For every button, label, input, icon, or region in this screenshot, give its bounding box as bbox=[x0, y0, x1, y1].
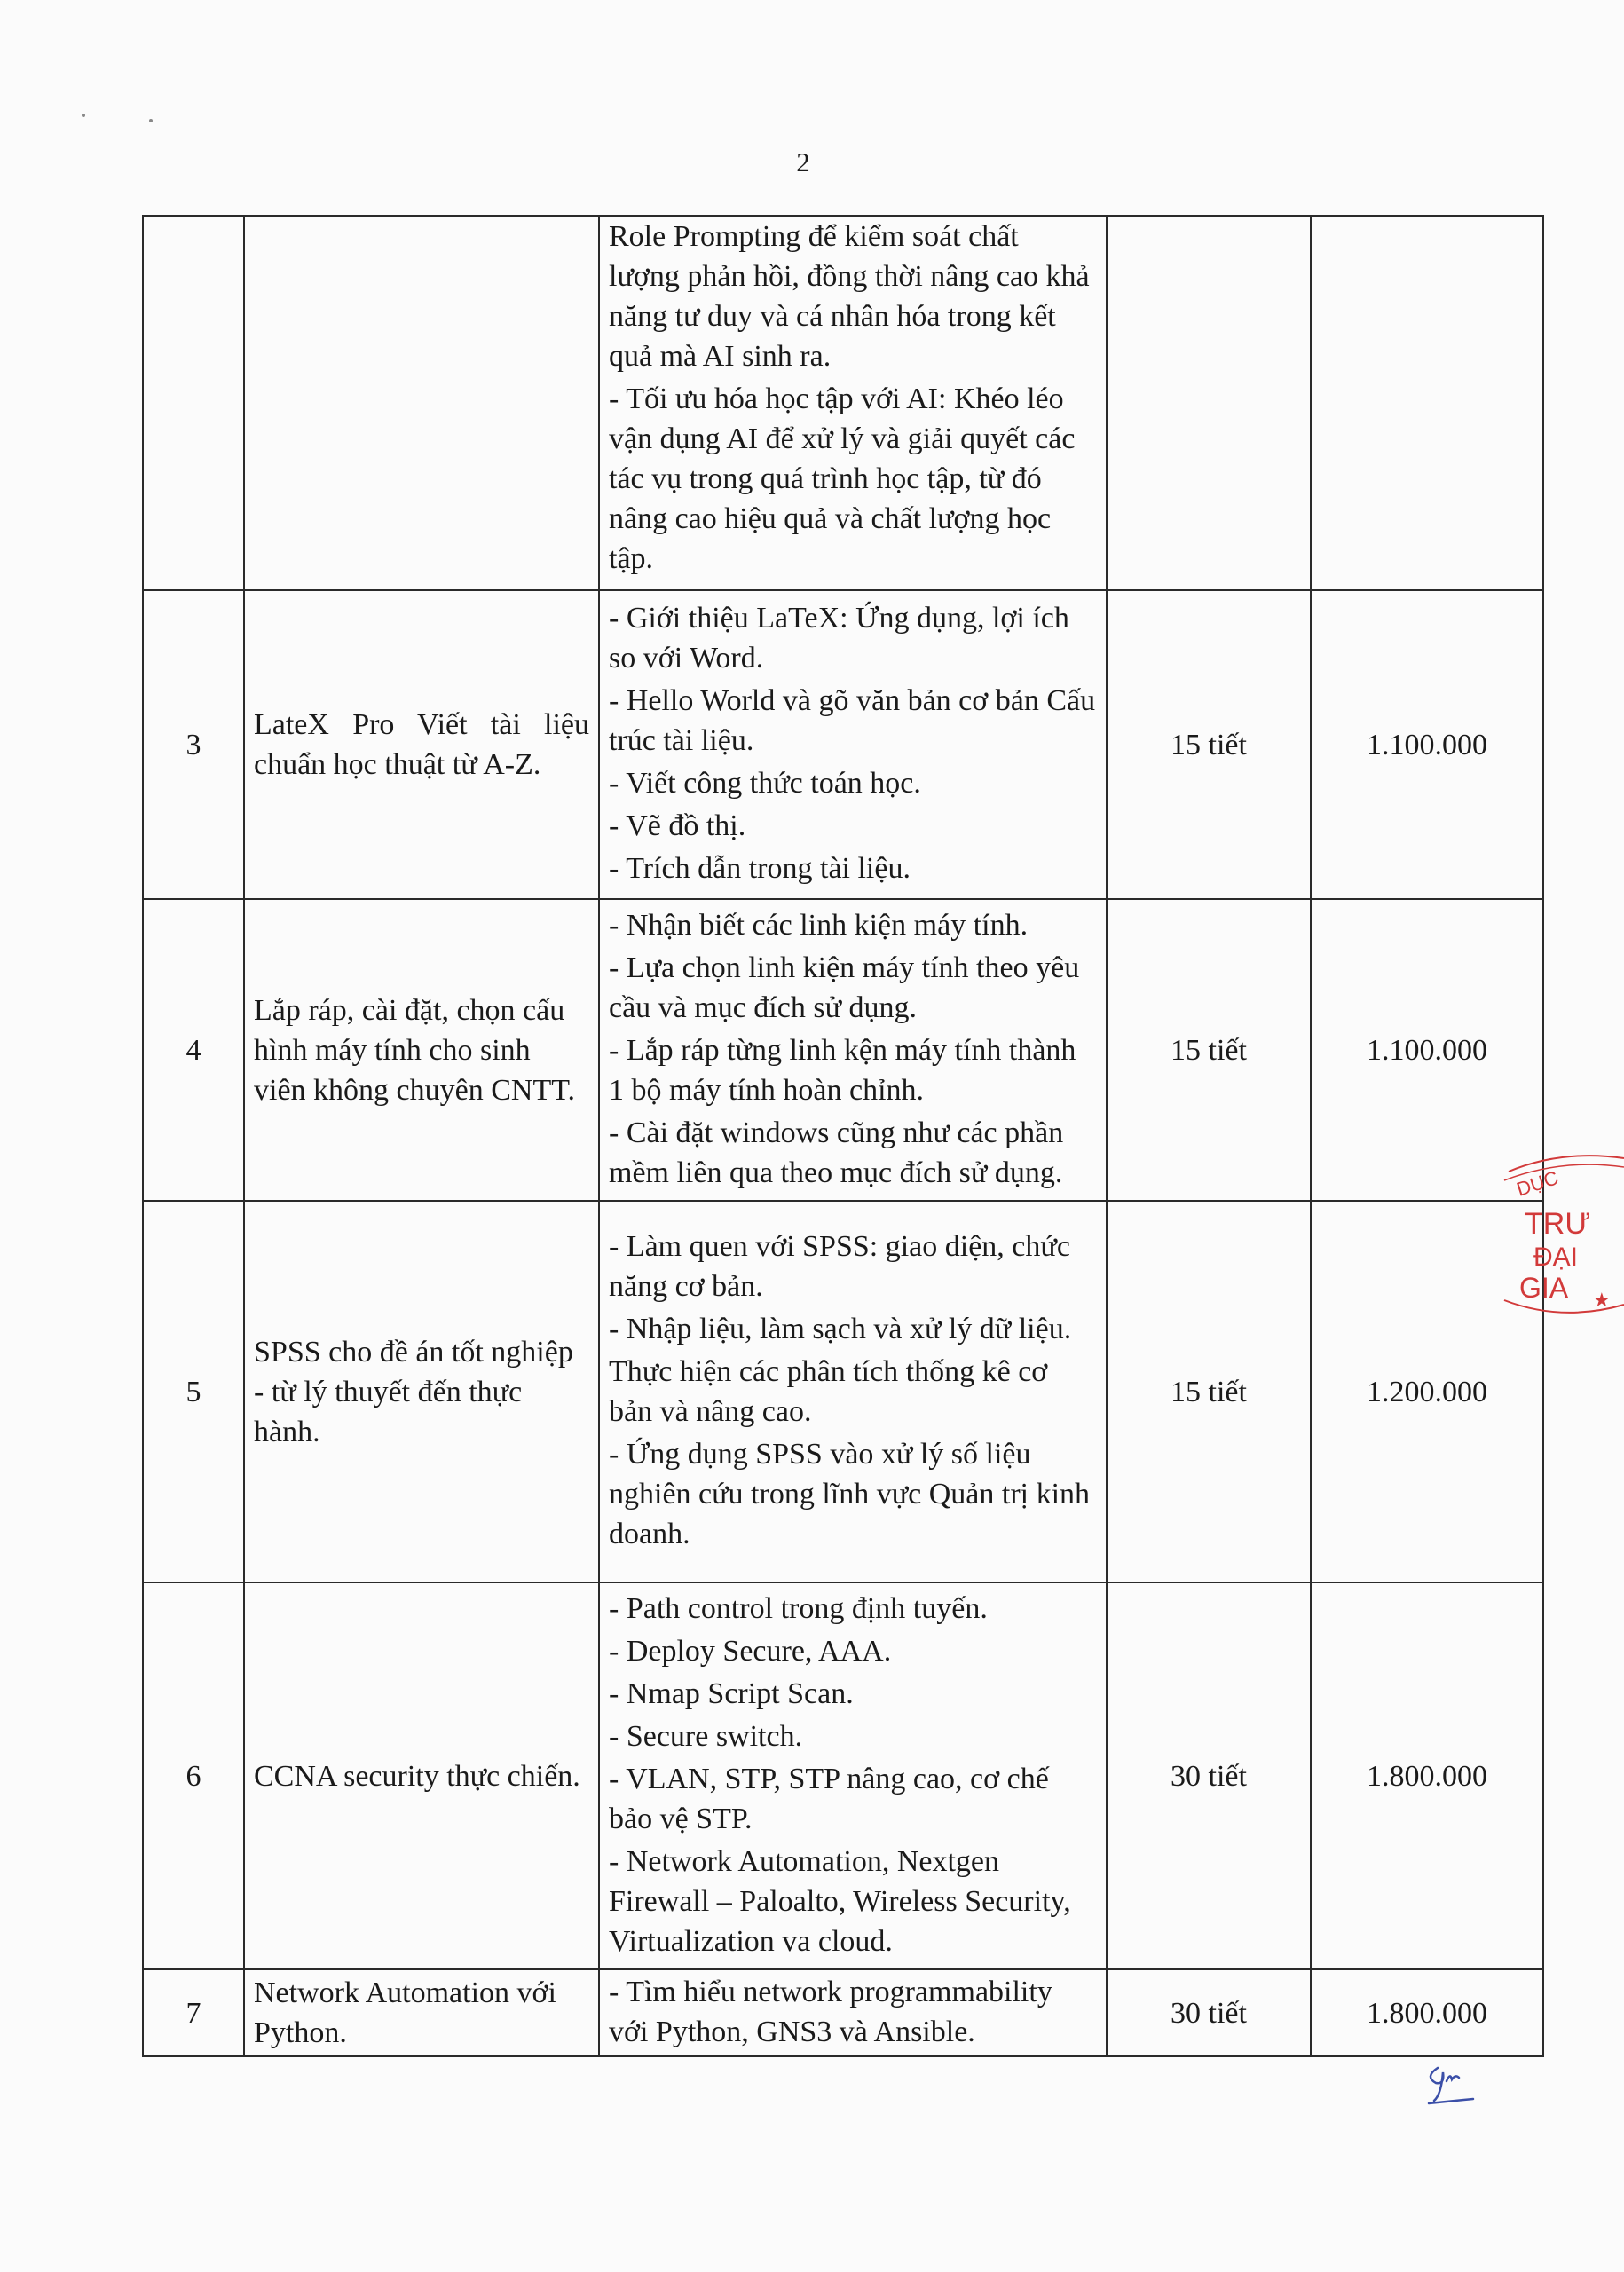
hours-value: 15 tiết bbox=[1171, 1033, 1247, 1067]
content-item: - Tìm hiểu network programmability với Python, GNS3 và Ansible. bbox=[609, 1975, 1052, 2048]
course-name-text: CCNA security thực chiến. bbox=[254, 1759, 580, 1793]
cell-content bbox=[599, 1201, 1107, 1582]
fee-value: 1.200.000 bbox=[1367, 1375, 1487, 1408]
cell-course-name bbox=[244, 899, 599, 1201]
stt-value: 4 bbox=[185, 1033, 201, 1067]
stamp-text-line3: GIA bbox=[1519, 1272, 1569, 1304]
cell-hours bbox=[1107, 1969, 1311, 2056]
table-row bbox=[143, 1969, 1543, 2056]
cell-stt bbox=[143, 590, 244, 899]
content-item: - Hello World và gõ văn bản cơ bản Cấu trúc tài liệu. bbox=[609, 684, 1096, 757]
content-item: - Lựa chọn linh kiện máy tính theo yêu cầu và mục đích sử dụng. bbox=[609, 951, 1080, 1024]
cell-hours bbox=[1107, 1582, 1311, 1969]
course-name-text: Lắp ráp, cài đặt, chọn cấu hình máy tính cho sinh viên không chuyên CNTT. bbox=[254, 993, 575, 1107]
cell-fee bbox=[1311, 590, 1543, 899]
cell-hours bbox=[1107, 590, 1311, 899]
cell-content bbox=[599, 1969, 1107, 2056]
scan-speck bbox=[82, 114, 85, 117]
table-row bbox=[143, 216, 1543, 590]
fee-value: 1.100.000 bbox=[1367, 728, 1487, 761]
cell-hours bbox=[1107, 1201, 1311, 1582]
cell-course-name bbox=[244, 1582, 599, 1969]
hours-value: 30 tiết bbox=[1171, 1996, 1247, 2030]
course-table-body bbox=[143, 216, 1543, 2056]
table-row bbox=[143, 1582, 1543, 1969]
content-item: - Nhập liệu, làm sạch và xử lý dữ liệu. bbox=[609, 1313, 1072, 1345]
cell-fee bbox=[1311, 216, 1543, 590]
hours-value: 15 tiết bbox=[1171, 728, 1247, 761]
content-item: - Path control trong định tuyến. bbox=[609, 1591, 988, 1625]
content-item: - Secure switch. bbox=[609, 1719, 803, 1753]
cell-hours bbox=[1107, 899, 1311, 1201]
stt-value: 5 bbox=[185, 1375, 201, 1408]
content-item: - Làm quen với SPSS: giao diện, chức năng cơ bản. bbox=[609, 1230, 1070, 1303]
cell-content bbox=[599, 1582, 1107, 1969]
fee-value: 1.100.000 bbox=[1367, 1033, 1487, 1067]
cell-stt bbox=[143, 899, 244, 1201]
content-item: Role Prompting để kiểm soát chất lượng phản hồi, đồng thời nâng cao khả năng tư duy và cá nhân hóa trong kết quả mà AI sinh ra. bbox=[609, 220, 1090, 373]
cell-course-name bbox=[244, 216, 599, 590]
content-item: - Nhận biết các linh kiện máy tính. bbox=[609, 908, 1029, 942]
stamp-text-top: DỤC bbox=[1513, 1166, 1561, 1201]
cell-stt bbox=[143, 1582, 244, 1969]
table-row bbox=[143, 1201, 1543, 1582]
content-item: - Lắp ráp từng linh kện máy tính thành 1 bộ máy tính hoàn chỉnh. bbox=[609, 1033, 1076, 1107]
cell-content bbox=[599, 899, 1107, 1201]
content-item: - Deploy Secure, AAA. bbox=[609, 1634, 892, 1668]
cell-hours bbox=[1107, 216, 1311, 590]
cell-fee bbox=[1311, 1582, 1543, 1969]
course-name-text: SPSS cho đề án tốt nghiệp - từ lý thuyết đến thực hành. bbox=[254, 1335, 573, 1448]
content-item: - Network Automation, Nextgen Firewall – Paloalto, Wireless Security, Virtualization va cloud. bbox=[609, 1844, 1071, 1958]
stamp-text-line2: ĐẠI bbox=[1533, 1242, 1579, 1272]
content-item: Thực hiện các phân tích thống kê cơ bản và nâng cao. bbox=[609, 1355, 1048, 1428]
stt-value: 3 bbox=[185, 728, 201, 761]
content-item: - Cài đặt windows cũng như các phần mềm liên qua theo mục đích sử dụng. bbox=[609, 1116, 1064, 1189]
official-stamp-partial bbox=[1500, 1145, 1624, 1314]
content-item: - Tối ưu hóa học tập với AI: Khéo léo vận dụng AI để xử lý và giải quyết các tác vụ trong quá trình học tập, từ đó nâng cao hiệu quả và chất lượng học tập. bbox=[609, 383, 1076, 575]
page-number: 2 bbox=[796, 146, 810, 178]
cell-stt bbox=[143, 1201, 244, 1582]
content-item: - Viết công thức toán học. bbox=[609, 767, 921, 800]
cell-content bbox=[599, 590, 1107, 899]
cell-fee bbox=[1311, 1969, 1543, 2056]
course-name-text: Network Automation với Python. bbox=[254, 1976, 556, 2049]
cell-course-name bbox=[244, 1969, 599, 2056]
course-table bbox=[142, 215, 1544, 2057]
cell-stt bbox=[143, 216, 244, 590]
content-item: - VLAN, STP, STP nâng cao, cơ chế bảo vệ STP. bbox=[609, 1762, 1049, 1835]
stamp-star-icon: ★ bbox=[1593, 1289, 1611, 1311]
content-item: - Ứng dụng SPSS vào xử lý số liệu nghiên cứu trong lĩnh vực Quản trị kinh doanh. bbox=[609, 1438, 1091, 1550]
cell-course-name bbox=[244, 1201, 599, 1582]
fee-value: 1.800.000 bbox=[1367, 1759, 1487, 1793]
content-item: - Vẽ đồ thị. bbox=[609, 809, 746, 842]
stt-value: 7 bbox=[185, 1996, 201, 2030]
hours-value: 30 tiết bbox=[1171, 1759, 1247, 1793]
content-item: - Giới thiệu LaTeX: Ứng dụng, lợi ích so với Word. bbox=[609, 602, 1069, 674]
scan-speck bbox=[149, 119, 153, 122]
cell-content bbox=[599, 216, 1107, 590]
signature-initials bbox=[1420, 2055, 1491, 2108]
stamp-text-line1: TRƯ bbox=[1525, 1207, 1591, 1241]
content-item: - Trích dẫn trong tài liệu. bbox=[609, 852, 911, 885]
course-name-text: LateX Pro Viết tài liệu chuẩn học thuật từ A-Z. bbox=[254, 708, 589, 781]
stt-value: 6 bbox=[185, 1759, 201, 1793]
cell-stt bbox=[143, 1969, 244, 2056]
hours-value: 15 tiết bbox=[1171, 1375, 1247, 1408]
content-item: - Nmap Script Scan. bbox=[609, 1676, 854, 1710]
table-row bbox=[143, 899, 1543, 1201]
fee-value: 1.800.000 bbox=[1367, 1996, 1487, 2030]
table-row bbox=[143, 590, 1543, 899]
cell-course-name bbox=[244, 590, 599, 899]
